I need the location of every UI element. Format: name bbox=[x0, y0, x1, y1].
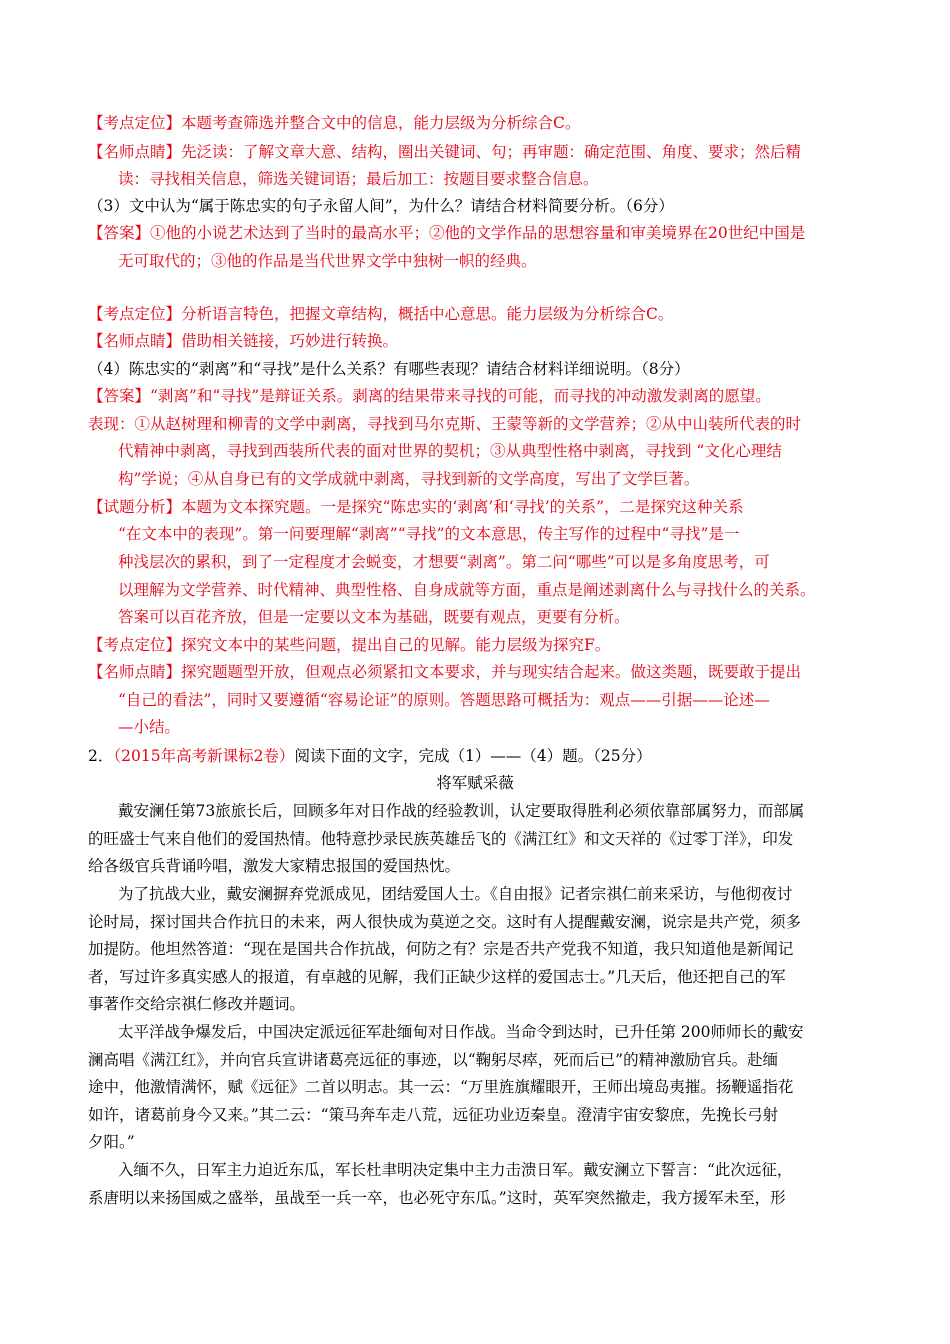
question-3: （3）文中认为“属于陈忠实的句子永留人间”，为什么？请结合材料简要分析。（6分） bbox=[88, 197, 674, 215]
question-4: （4）陈忠实的“剥离”和“寻找”是什么关系？有哪些表现？请结合材料详细说明。（8分） bbox=[88, 360, 690, 378]
passage-line: 加提防。他坦然答道：“现在是国共合作抗战，何防之有？宗是否共产党我不知道，我只知道他是新闻记 bbox=[88, 940, 794, 958]
passage-line: 如许，诸葛前身今又来。”其二云：“策马奔车走八荒，远征功业迈秦皇。澄清宇宙安黎庶，先挽长弓射 bbox=[88, 1106, 779, 1124]
passage-title: 将军赋采薇 bbox=[436, 774, 514, 792]
text-line: 【答案】“剥离”和“寻找”是辩证关系。剥离的结果带来寻找的可能，而寻找的冲动激发剥离的愿望。 bbox=[88, 387, 771, 405]
text-line: “在文本中的表现”。第一问要理解“剥离”“寻找”的文本意思，传主写作的过程中“寻找”是一 bbox=[118, 525, 740, 543]
text-line: 表现：①从赵树理和柳青的文学中剥离，寻找到马尔克斯、王蒙等新的文学营养；②从中山装所代表的时 bbox=[88, 415, 802, 433]
text-line: 【试题分析】本题为文本探究题。一是探究“陈忠实的‘剥离’和‘寻找’的关系”，二是探究这种关系 bbox=[88, 498, 744, 516]
passage-line: 为了抗战大业，戴安澜摒弃党派成见，团结爱国人士。《自由报》记者宗祺仁前来采访，与他彻夜讨 bbox=[118, 885, 793, 903]
text-line: 【名师点睛】借助相关链接，巧妙进行转换。 bbox=[88, 332, 399, 350]
text-line: 【考点定位】分析语言特色，把握文章结构，概括中心意思。能力层级为分析综合C。 bbox=[88, 305, 674, 323]
text-line: 以理解为文学营养、时代精神、典型性格、自身成就等方面，重点是阐述剥离什么与寻找什么的关系。 bbox=[118, 581, 816, 599]
passage-line: 者，写过许多真实感人的报道，有卓越的见解，我们正缺少这样的爱国志士。”几天后，他还把自己的军 bbox=[88, 968, 786, 986]
text-line: 答案可以百花齐放，但是一定要以文本为基础，既要有观点，更要有分析。 bbox=[118, 608, 630, 626]
text-line: 【答案】①他的小说艺术达到了当时的最高水平；②他的文学作品的思想容量和审美境界在20世纪中国是 bbox=[88, 224, 806, 242]
text-line: —小结。 bbox=[118, 718, 181, 736]
question-number: 2． bbox=[88, 747, 114, 765]
text-line: “自己的看法”，同时又要遵循“容易论证”的原则。答题思路可概括为：观点——引据——论述— bbox=[118, 691, 770, 709]
question-instruction: 阅读下面的文字，完成（1）——（4）题。（25分） bbox=[294, 747, 652, 765]
passage-line: 途中，他激情满怀，赋《远征》二首以明志。其一云：“万里旌旗耀眼开，王师出境岛夷摧。扬鞭遥指花 bbox=[88, 1078, 794, 1096]
passage-line: 太平洋战争爆发后，中国决定派远征军赴缅甸对日作战。当命令到达时，已升任第 200师师长的戴安 bbox=[118, 1023, 804, 1041]
text-line: 代精神中剥离，寻找到西装所代表的面对世界的契机；③从典型性格中剥离，寻找到 “文化心理结 bbox=[118, 442, 782, 460]
text-line: 【考点定位】本题考查筛选并整合文中的信息，能力层级为分析综合C。 bbox=[88, 114, 581, 132]
passage-line: 澜高唱《满江红》，并向官兵宣讲诸葛亮远征的事迹，以“鞠躬尽瘁，死而后已”的精神激励官兵。赴缅 bbox=[88, 1051, 779, 1069]
passage-line: 夕阳。” bbox=[88, 1133, 135, 1151]
text-line: 无可取代的；③他的作品是当代世界文学中独树一帜的经典。 bbox=[118, 252, 537, 270]
text-line: 【名师点睛】探究题题型开放，但观点必须紧扣文本要求，并与现实结合起来。做这类题，既要敢于提出 bbox=[88, 663, 802, 681]
passage-line: 的旺盛士气来自他们的爱国热情。他特意抄录民族英雄岳飞的《满江红》和文天祥的《过零丁洋》，印发 bbox=[88, 830, 794, 848]
passage-line: 戴安澜任第73旅旅长后，回顾多年对日作战的经验教训，认定要取得胜利必须依靠部属努力，而部属 bbox=[118, 802, 805, 820]
text-line: 种浅层次的累积，到了一定程度才会蜕变，才想要“剥离”。第二问“哪些”可以是多角度思考，可 bbox=[118, 553, 770, 571]
question-source: （2015年高考新课标2卷） bbox=[113, 747, 295, 765]
text-line: 读：寻找相关信息，筛选关键词语；最后加工：按题目要求整合信息。 bbox=[118, 170, 599, 188]
text-line: 【名师点睛】先泛读：了解文章大意、结构，圈出关键词、句；再审题：确定范围、角度、要求；然后精 bbox=[88, 143, 802, 161]
passage-line: 入缅不久，日军主力迫近东瓜，军长杜聿明决定集中主力击溃日军。戴安澜立下誓言：“此次远征， bbox=[118, 1161, 793, 1179]
passage-line: 事著作交给宗祺仁修改并题词。 bbox=[88, 995, 306, 1013]
passage-line: 论时局，探讨国共合作抗日的未来，两人很快成为莫逆之交。这时有人提醒戴安澜，说宗是共产党，须多 bbox=[88, 913, 802, 931]
passage-line: 系唐明以来扬国威之盛举，虽战至一兵一卒，也必死守东瓜。”这时，英军突然撤走，我方援军未至，形 bbox=[88, 1189, 786, 1207]
question-2-heading bbox=[88, 745, 652, 767]
passage-line: 给各级官兵背诵吟唱，激发大家精忠报国的爱国热忱。 bbox=[88, 857, 461, 875]
text-line: 构”学说；④从自身已有的文学成就中剥离，寻找到新的文学高度，写出了文学巨著。 bbox=[118, 470, 700, 488]
text-line: 【考点定位】探究文本中的某些问题，提出自己的见解。能力层级为探究F。 bbox=[88, 636, 611, 654]
